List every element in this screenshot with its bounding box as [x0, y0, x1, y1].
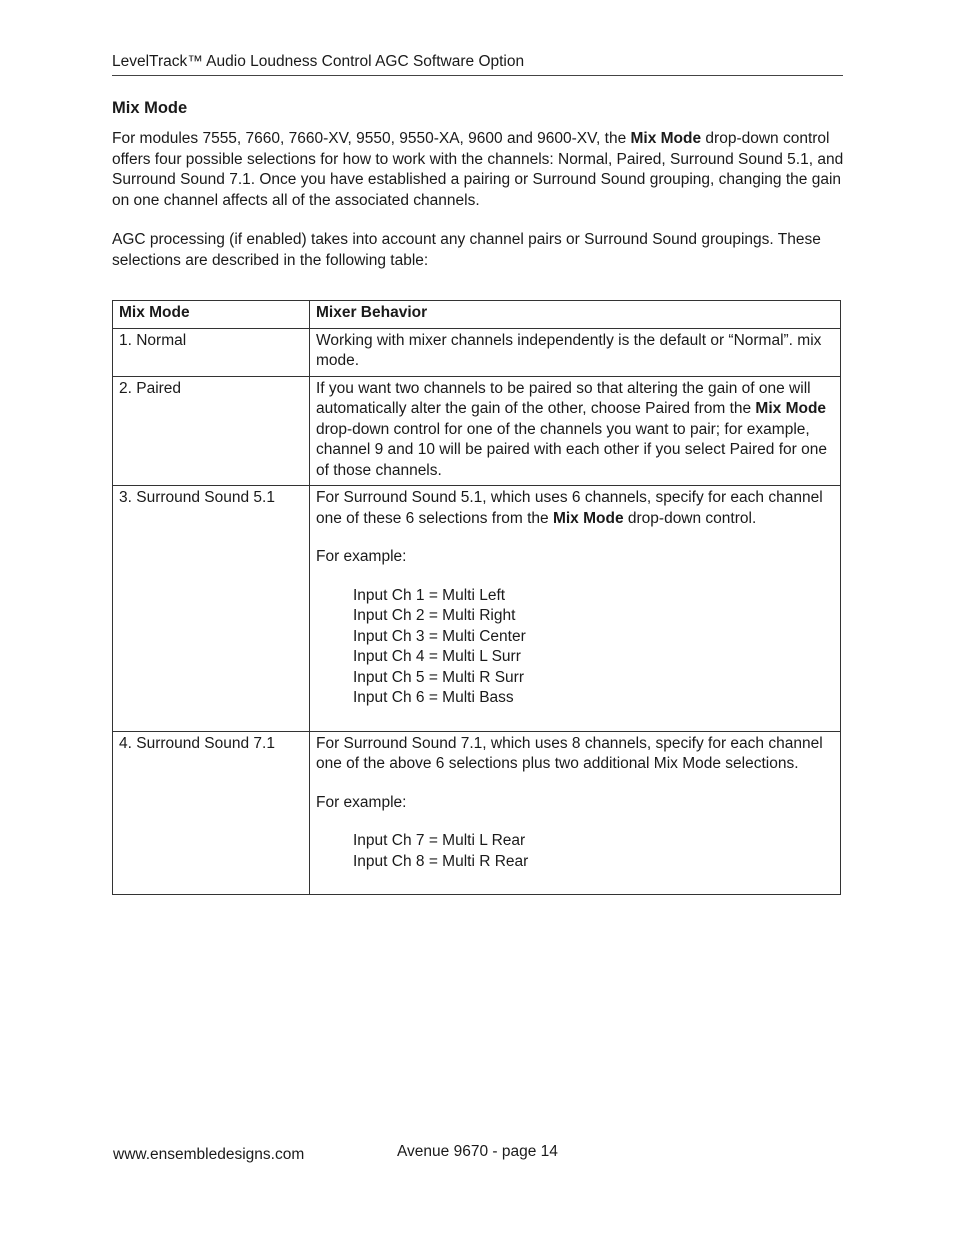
table-header-row [113, 301, 841, 329]
surround-51-description [316, 488, 834, 529]
intro-text-post: drop-down control offers four possible selections for how to work with the channels: Normal, Paired, Surround Sound 5.1, and Surround Sound 7.1. Once you have established a pairing or Surround Sound grouping, changing the gain on one channel affects all of the associated channels. [112, 130, 844, 209]
table-row [113, 376, 841, 486]
list-item: Input Ch 8 = Multi R Rear [353, 852, 529, 870]
row-behavior-paired [310, 376, 841, 486]
list-item: Input Ch 3 = Multi Center [353, 627, 526, 645]
surround-51-text-pre: For Surround Sound 5.1, which uses 6 channels, specify for each channel one of these 6 selections from the [316, 489, 823, 527]
surround-51-example-label: For example: [316, 548, 407, 565]
section-title: Mix Mode [112, 99, 188, 117]
list-item: Input Ch 5 = Multi R Surr [353, 668, 524, 686]
row-mode-paired: 2. Paired [113, 376, 310, 486]
table-row [113, 328, 841, 376]
row-mode-surround-51: 3. Surround Sound 5.1 [113, 486, 310, 732]
header-divider [112, 75, 843, 76]
row-behavior-normal: Working with mixer channels independently is the default or “Normal”. mix mode. [310, 328, 841, 376]
surround-51-text-post: drop-down control. [623, 509, 757, 527]
list-item: Input Ch 1 = Multi Left [353, 586, 506, 604]
table-row [113, 486, 841, 732]
intro-text-bold: Mix Mode [630, 130, 702, 147]
list-item: Input Ch 7 = Multi L Rear [353, 832, 526, 849]
header-title: LevelTrack™ Audio Loudness Control AGC Software Option [112, 53, 525, 70]
agc-paragraph: AGC processing (if enabled) takes into account any channel pairs or Surround Sound groupings. These selections are described in the following table: [112, 231, 821, 269]
column-header-mix-mode: Mix Mode [113, 301, 310, 329]
column-header-mixer-behavior: Mixer Behavior [310, 301, 841, 329]
row-mode-normal: 1. Normal [113, 328, 310, 376]
surround-51-example-list [316, 586, 834, 709]
page-header [112, 52, 842, 73]
intro-paragraph [112, 129, 847, 211]
paired-text-bold: Mix Mode [755, 400, 827, 417]
surround-71-description: For Surround Sound 7.1, which uses 8 channels, specify for each channel one of the above 6 selections plus two additional Mix Mode selections. [316, 734, 823, 772]
paired-text-pre: If you want two channels to be paired so that altering the gain of one will automatically alter the gain of the other, choose Paired from the [316, 379, 811, 417]
footer-page-number: Avenue 9670 - page 14 [397, 1143, 558, 1160]
list-item: Input Ch 6 = Multi Bass [353, 689, 514, 706]
surround-71-example-list [316, 831, 834, 872]
surround-51-text-bold: Mix Mode [552, 509, 624, 527]
list-item: Input Ch 4 = Multi L Surr [353, 648, 521, 665]
surround-71-example-label: For example: [316, 793, 407, 811]
mix-mode-table [112, 300, 841, 895]
table-row [113, 731, 841, 895]
row-mode-surround-71: 4. Surround Sound 7.1 [113, 731, 310, 895]
row-behavior-surround-51 [310, 486, 841, 732]
footer-website: www.ensembledesigns.com [113, 1146, 305, 1163]
list-item: Input Ch 2 = Multi Right [353, 607, 516, 624]
paired-text-post: drop-down control for one of the channels you want to pair; for example, channel 9 and 10 will be paired with each other if you select Paired for one of those channels. [316, 420, 827, 479]
row-behavior-surround-71 [310, 731, 841, 895]
intro-text-pre: For modules 7555, 7660, 7660-XV, 9550, 9550-XA, 9600 and 9600-XV, the [112, 130, 631, 147]
